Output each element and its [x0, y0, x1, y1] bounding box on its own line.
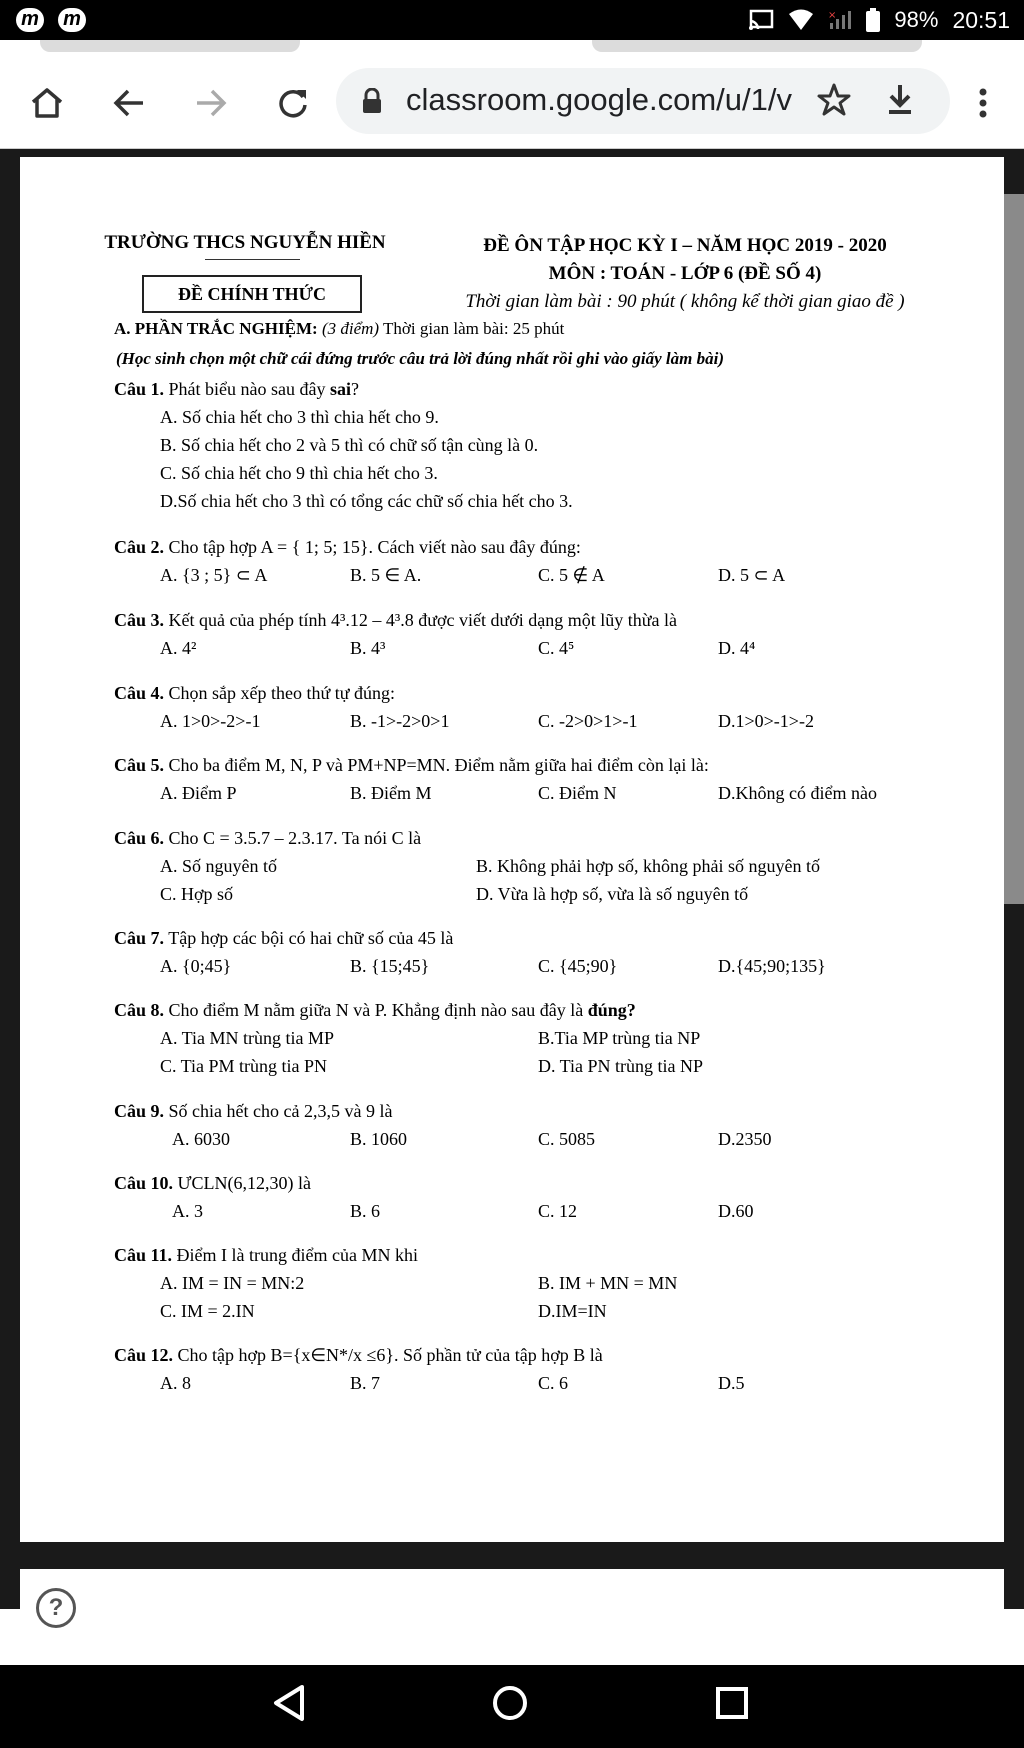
content-area: [0, 149, 1024, 1609]
option: D. Vừa là hợp số, vừa là số nguyên tố: [476, 884, 749, 904]
exam-time: Thời gian làm bài : 90 phút ( không kể thời gian giao đề ): [465, 291, 905, 312]
home-nav-button[interactable]: [490, 1683, 538, 1731]
help-button[interactable]: [36, 1588, 76, 1628]
option: C. -2>0>1>-1: [538, 711, 638, 731]
battery-icon: [866, 8, 880, 32]
option: D.5: [718, 1373, 745, 1393]
option: C. Tia PM trùng tia PN: [160, 1056, 328, 1076]
option: C. {45;90}: [538, 956, 618, 976]
question-text-bold: đúng?: [587, 1000, 636, 1020]
browser-toolbar: [0, 56, 1024, 149]
option: A. 3: [172, 1201, 203, 1221]
official-label: ĐỀ CHÍNH THỨC: [142, 275, 362, 313]
option: C. Hợp số: [160, 884, 234, 904]
section-a-points: (3 điểm): [321, 319, 380, 338]
option: D. 4⁴: [718, 638, 756, 658]
help-icon: ?: [48, 1594, 64, 1621]
question-text: ƯCLN(6,12,30) là: [177, 1173, 311, 1193]
question: [114, 1173, 311, 1194]
tab-strip: [0, 40, 1024, 56]
question-label: Câu 7.: [114, 928, 165, 948]
option: A. Số nguyên tố: [160, 856, 277, 876]
question: [114, 683, 395, 704]
question-label: Câu 2.: [114, 537, 165, 557]
messenger-icon: m: [16, 8, 44, 32]
next-page: [20, 1569, 1004, 1609]
question-label: Câu 1.: [114, 379, 165, 399]
question-text: Cho tập hợp B={x∈N*/x ≤6}. Số phần tử của tập hợp B là: [177, 1345, 603, 1365]
option: C. 12: [538, 1201, 578, 1221]
option: D.Số chia hết cho 3 thì có tổng các chữ số chia hết cho 3.: [160, 491, 573, 511]
menu-button[interactable]: [958, 78, 1008, 128]
question-label: Câu 5.: [114, 755, 165, 775]
reload-icon: [277, 87, 309, 119]
option: B. IM + MN = MN: [538, 1273, 678, 1293]
option: D. Tia PN trùng tia NP: [538, 1056, 704, 1076]
back-button[interactable]: [104, 78, 154, 128]
question-text: Chọn sắp xếp theo thứ tự đúng:: [168, 683, 396, 703]
question: [114, 1101, 392, 1122]
school-name: TRƯỜNG THCS NGUYỄN HIỀN: [104, 232, 386, 253]
option: A. Điểm P: [160, 783, 237, 803]
option: B. Không phải hợp số, không phải số nguyên tố: [476, 856, 821, 876]
status-bar: [0, 0, 1024, 40]
reload-button[interactable]: [268, 78, 318, 128]
option: D. 5 ⊂ A: [718, 565, 786, 585]
document-page: [20, 157, 1004, 1542]
back-nav-button[interactable]: [270, 1683, 318, 1731]
square-recents-icon: [712, 1683, 752, 1723]
bookmark-star-button[interactable]: [816, 82, 856, 122]
question-label: Câu 6.: [114, 828, 165, 848]
divider: [205, 259, 300, 260]
url-text: classroom.google.com/u/1/v: [406, 82, 792, 117]
option: B. Số chia hết cho 2 và 5 thì có chữ số tận cùng là 0.: [160, 435, 539, 455]
section-a-time: Thời gian làm bài: 25 phút: [383, 319, 565, 338]
option: B. 7: [350, 1373, 381, 1393]
option: B. Điểm M: [350, 783, 432, 803]
question-label: Câu 12.: [114, 1345, 174, 1365]
question: [114, 379, 359, 400]
option: D.60: [718, 1201, 754, 1221]
triangle-back-icon: [270, 1683, 310, 1723]
option: D.Không có điểm nào: [718, 783, 877, 803]
home-button[interactable]: [22, 78, 72, 128]
question-label: Câu 4.: [114, 683, 165, 703]
option: B. 4³: [350, 638, 386, 658]
instruction: (Học sinh chọn một chữ cái đứng trước câu trả lời đúng nhất rồi ghi vào giấy làm bài): [116, 349, 724, 368]
battery-percent: 98%: [894, 7, 939, 32]
section-a-title: A. PHẦN TRẮC NGHIỆM:: [114, 319, 318, 338]
question-text: Cho ba điểm M, N, P và PM+NP=MN. Điểm nằm giữa hai điểm còn lại là:: [168, 755, 709, 775]
navigation-bar: [0, 1665, 1024, 1748]
question-label: Câu 9.: [114, 1101, 165, 1121]
question-text: Cho tập hợp A = { 1; 5; 15}. Cách viết nào sau đây đúng:: [168, 537, 581, 557]
lock-icon: [362, 88, 382, 114]
question-label: Câu 8.: [114, 1000, 165, 1020]
option: C. 5 ∉ A: [538, 565, 605, 585]
option: A. Số chia hết cho 3 thì chia hết cho 9.: [160, 407, 439, 427]
question: [114, 1345, 603, 1366]
option: C. Số chia hết cho 9 thì chia hết cho 3.: [160, 463, 438, 483]
option: A. 8: [160, 1373, 191, 1393]
exam-title: ĐỀ ÔN TẬP HỌC KỲ I – NĂM HỌC 2019 - 2020: [483, 235, 887, 256]
question-text: Phát biểu nào sau đây: [168, 379, 326, 399]
question: [114, 828, 421, 849]
bottom-panel: [0, 1609, 1024, 1665]
address-bar[interactable]: [336, 68, 950, 134]
tab[interactable]: [592, 40, 922, 52]
question-text: Kết quả của phép tính 4³.12 – 4³.8 được viết dưới dạng một lũy thừa là: [168, 610, 678, 630]
option: A. Tia MN trùng tia MP: [160, 1028, 335, 1048]
svg-text:×: ×: [828, 10, 837, 21]
option: C. IM = 2.IN: [160, 1301, 255, 1321]
cast-icon: [748, 9, 774, 31]
forward-button[interactable]: [186, 78, 236, 128]
download-button[interactable]: [884, 82, 924, 122]
wifi-icon: [788, 9, 814, 31]
option: B.Tia MP trùng tia NP: [538, 1028, 701, 1048]
option: B. 1060: [350, 1129, 408, 1149]
exam-subject: MÔN : TOÁN - LỚP 6 (ĐỀ SỐ 4): [548, 263, 822, 284]
question: [114, 537, 581, 558]
section-a-heading: [114, 319, 564, 339]
option: B. {15;45}: [350, 956, 430, 976]
question-text: Số chia hết cho cả 2,3,5 và 9 là: [168, 1101, 393, 1121]
circle-home-icon: [490, 1683, 530, 1723]
option: C. 5085: [538, 1129, 596, 1149]
option: A. 4²: [160, 638, 197, 658]
question-text: Điểm I là trung điểm của MN khi: [176, 1245, 418, 1265]
recents-nav-button[interactable]: [712, 1683, 760, 1731]
question-text-bold: sai: [329, 379, 351, 399]
arrow-right-icon: [195, 88, 227, 118]
option: A. {3 ; 5} ⊂ A: [160, 565, 268, 585]
option: B. 6: [350, 1201, 381, 1221]
scrollbar[interactable]: [1004, 194, 1024, 904]
download-icon: [884, 82, 916, 118]
signal-icon: [828, 9, 852, 31]
option: A. {0;45}: [160, 956, 232, 976]
question: [114, 610, 677, 631]
option: C. 4⁵: [538, 638, 575, 658]
option: C. Điểm N: [538, 783, 617, 803]
option: C. 6: [538, 1373, 569, 1393]
question: [114, 1245, 418, 1266]
question-text: Cho C = 3.5.7 – 2.3.17. Ta nói C là: [168, 828, 422, 848]
question-label: Câu 10.: [114, 1173, 174, 1193]
question-text-end: ?: [351, 379, 359, 399]
messenger-icon: m: [58, 8, 86, 32]
star-icon: [816, 82, 852, 118]
option: A. 1>0>-2>-1: [160, 711, 261, 731]
clock: 20:51: [952, 6, 1010, 33]
question-label: Câu 3.: [114, 610, 165, 630]
exam-header: [420, 232, 950, 316]
more-vert-icon: [978, 87, 988, 119]
option: D.{45;90;135}: [718, 956, 826, 976]
question: [114, 928, 453, 949]
option: A. IM = IN = MN:2: [160, 1273, 305, 1293]
option: D.2350: [718, 1129, 772, 1149]
question-label: Câu 11.: [114, 1245, 173, 1265]
tab[interactable]: [40, 40, 300, 52]
option: D.IM=IN: [538, 1301, 607, 1321]
option: D.1>0>-1>-2: [718, 711, 814, 731]
home-icon: [30, 87, 64, 119]
option: B. 5 ∈ A.: [350, 565, 422, 585]
option: A. 6030: [172, 1129, 230, 1149]
option: B. -1>-2>0>1: [350, 711, 450, 731]
question-text: Tập hợp các bội có hai chữ số của 45 là: [168, 928, 454, 948]
question: [114, 755, 709, 776]
question: [114, 1000, 636, 1021]
arrow-left-icon: [113, 88, 145, 118]
question-text: Cho điểm M nằm giữa N và P. Khẳng định nào sau đây là: [168, 1000, 584, 1020]
